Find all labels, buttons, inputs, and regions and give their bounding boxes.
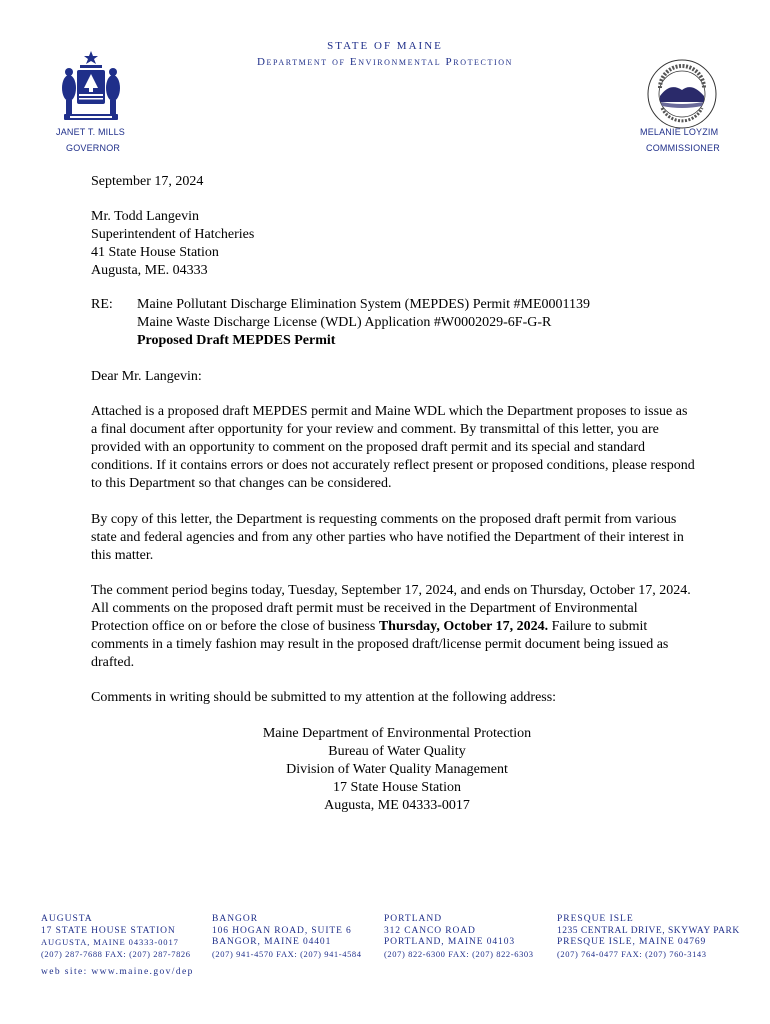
office-city: PORTLAND — [384, 914, 443, 924]
office-street: 17 STATE HOUSE STATION — [41, 925, 176, 936]
footer-office-presque-isle — [557, 914, 740, 960]
address-line: Division of Water Quality Management — [286, 762, 508, 777]
address-line: Maine Department of Environmental Protection — [262, 726, 532, 741]
recipient-line: Augusta, ME. 04333 — [91, 263, 208, 278]
paragraph-3 — [91, 582, 691, 672]
office-phone: (207) 941-4570 FAX: (207) 941-4584 — [212, 948, 362, 959]
address-line: Augusta, ME 04333-0017 — [324, 798, 470, 813]
footer-office-augusta — [41, 914, 191, 960]
office-citystate: AUGUSTA, MAINE 04333-0017 — [41, 937, 179, 947]
state-title: STATE OF MAINE — [327, 40, 443, 52]
deadline-date: Thursday, October 17, 2024. — [378, 619, 549, 634]
commissioner-title: COMMISSIONER — [646, 143, 720, 153]
office-phone: (207) 764-0477 FAX: (207) 760-3143 — [557, 948, 707, 959]
office-citystate: PORTLAND, MAINE 04103 — [384, 937, 516, 947]
office-city: PRESQUE ISLE — [557, 914, 634, 924]
footer-office-bangor — [212, 914, 362, 960]
paragraph-3-text-end: Failure to submit comments in a timely fashion may result in the proposed draft/license permit document being issued as drafted. — [91, 619, 669, 670]
office-citystate: PRESQUE ISLE, MAINE 04769 — [557, 937, 707, 947]
department-title: Department of Environmental Protection — [257, 56, 513, 68]
recipient-line: Superintendent of Hatcheries — [91, 227, 255, 242]
paragraph-2: By copy of this letter, the Department is requesting comments on the proposed draft permit from various state and federal agencies and from any other parties who have notified the Department of their interest in this matter. — [91, 512, 684, 563]
re-line-title: Proposed Draft MEPDES Permit — [137, 333, 336, 348]
recipient-block — [91, 208, 691, 280]
re-line: Maine Pollutant Discharge Elimination System (MEPDES) Permit #ME0001139 — [137, 297, 591, 312]
paragraph-3-text: The comment period begins today, Tuesday, September 17, 2024, and ends on Thursday, October 17, 2024. All comments on the proposed draft permit must be received in the Department of Environmental Protection office on or before the close of business — [91, 583, 691, 634]
mailing-address — [0, 725, 770, 815]
office-street: 106 HOGAN ROAD, SUITE 6 — [212, 925, 352, 936]
website-link[interactable]: web site: www.maine.gov/dep — [41, 967, 194, 977]
footer-office-portland — [384, 914, 534, 960]
dep-seal-logo — [646, 58, 718, 130]
paragraph-4: Comments in writing should be submitted to my attention at the following address: — [91, 690, 557, 705]
office-street: 312 CANCO ROAD — [384, 925, 476, 936]
recipient-line: Mr. Todd Langevin — [91, 209, 200, 224]
office-city: AUGUSTA — [41, 914, 93, 924]
address-line: Bureau of Water Quality — [328, 744, 466, 759]
re-label: RE: — [91, 297, 113, 312]
address-line: 17 State House Station — [333, 780, 461, 795]
recipient-line: 41 State House Station — [91, 245, 219, 260]
state-seal-logo — [60, 50, 122, 122]
governor-name: JANET T. MILLS — [56, 127, 125, 137]
office-phone: (207) 822-6300 FAX: (207) 822-6303 — [384, 948, 534, 959]
salutation: Dear Mr. Langevin: — [91, 369, 202, 384]
re-line: Maine Waste Discharge License (WDL) Application #W0002029-6F-G-R — [137, 315, 552, 330]
office-street: 1235 CENTRAL DRIVE, SKYWAY PARK — [557, 925, 740, 936]
governor-title: GOVERNOR — [66, 143, 121, 153]
letter-date: September 17, 2024 — [91, 174, 204, 189]
paragraph-1: Attached is a proposed draft MEPDES permit and Maine WDL which the Department proposes to issue as a final document after opportunity for your review and comment. By transmittal of this letter, you are provided with an opportunity to comment on the proposed draft permit and its special and standard conditions. If it contains errors or does not accurately reflect present or proposed conditions, please respond to this Department so that changes can be considered. — [91, 404, 695, 491]
office-citystate: BANGOR, MAINE 04401 — [212, 937, 332, 947]
commissioner-name: MELANIE LOYZIM — [640, 127, 719, 137]
office-city: BANGOR — [212, 914, 259, 924]
office-phone: (207) 287-7688 FAX: (207) 287-7826 — [41, 948, 191, 959]
